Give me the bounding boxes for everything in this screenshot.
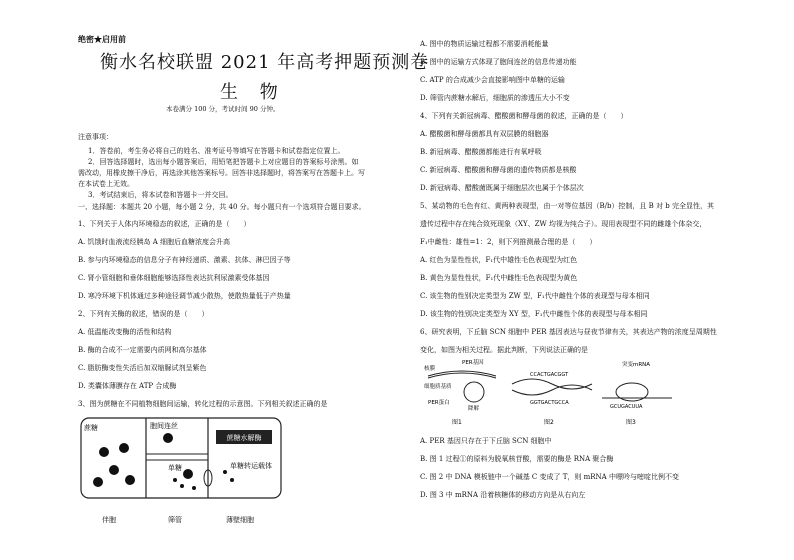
q4-option-c: C. 新冠病毒、醋酸菌和酵母菌的遗传物质都是核酸 (420, 166, 577, 174)
score-note: 本卷满分 100 分，考试时间 90 分钟。 (166, 105, 280, 113)
q6-option-c: C. 图 2 中 DNA 模板链中一个碱基 C 变成了 T，则 mRNA 中嘌呤与嘧啶比例不变 (420, 473, 679, 481)
monosaccharide-label: 单糖 (168, 464, 182, 472)
q4-stem: 4、下列有关新冠病毒、醋酸菌和酵母菌的叙述，正确的是（ ） (420, 112, 628, 120)
subject-title: 生 物 (220, 82, 286, 103)
q2-option-c: C. 脂肪酶变性失活后加双缩脲试剂呈紫色 (78, 364, 207, 372)
dna-sequence-bottom: GGTGACTGCCA (530, 400, 569, 406)
q3-option-d: D. 筛管内蔗糖水解后，细胞质的渗透压大小不变 (420, 94, 570, 102)
per-gene-figure (422, 356, 678, 426)
q2-option-a: A. 低温能改变酶的活性和结构 (78, 328, 172, 336)
q3-stem: 3、图为蔗糖在不同植物细胞间运输，转化过程的示意图。下列相关叙述正确的是 (78, 400, 328, 408)
q5-option-b: B. 黄色为显性性状，F₁代中雌性毛色表现型为黄色 (420, 274, 578, 282)
sucrose-label: 蔗糖 (84, 424, 98, 432)
q4-option-d: D. 新冠病毒、醋酸菌既属于细胞层次也属于个体层次 (420, 184, 584, 192)
monosaccharide-dot (230, 478, 234, 482)
dna-strand (512, 379, 592, 389)
per-gene-label: PER基因 (462, 360, 484, 366)
cytosol-label: 细胞质基质 (424, 384, 452, 390)
nucleus-label: 核膜 (424, 366, 436, 372)
q6-option-b: B. 图 1 过程①的原料为脱氧核苷酸，需要的酶是 RNA 聚合酶 (420, 455, 614, 463)
section-heading: 一、选择题：本题共 20 小题，每小题 2 分，共 40 分。每小题只有一个选项符合题目要求。 (78, 203, 366, 211)
q6-option-d: D. 图 3 中 mRNA 沿着核糖体的移动方向是从右向左 (420, 491, 586, 499)
q5-stem-line1: 5、某动物的毛色有红、黄两种表现型，由一对等位基因（B/b）控制，且 B 对 b 完全显性，其 (420, 202, 714, 210)
secret-label: 绝密★启用前 (78, 34, 126, 44)
q2-option-d: D. 类囊体薄膜存在 ATP 合成酶 (78, 382, 177, 390)
note-item: 在本试卷上无效。 (78, 180, 134, 188)
fig2-caption: 图2 (544, 419, 554, 426)
companion-cell-label: 伴胞 (102, 516, 116, 524)
plasmodesma-label: 胞间连丝 (150, 422, 178, 430)
q6-option-a: A. PER 基因只存在于下丘脑 SCN 细胞中 (420, 437, 552, 445)
note-item: 2．回答选择题时，选出每小题答案后，用铅笔把答题卡上对应题目的答案标号涂黑。如 (88, 158, 359, 166)
sucrose-dot (163, 433, 173, 443)
notes-heading: 注意事项： (78, 133, 113, 141)
dna-sequence-top: CCACTGACGGT (530, 372, 569, 378)
sucrose-dot (109, 465, 119, 475)
sucrose-dot (125, 475, 135, 485)
fig3-caption: 图3 (626, 419, 636, 426)
q3-option-b: B. 图中的运输方式体现了胞间连丝的信息传递功能 (420, 58, 577, 66)
monosaccharide-dot (192, 486, 196, 490)
note-item: 3．考试结束后，将本试卷和答题卡一并交回。 (88, 191, 233, 199)
q1-option-d: D. 寒冷环境下机体通过多种途径调节减少散热，使散热量低于产热量 (78, 292, 291, 300)
q2-stem: 2、下列有关酶的叙述，错误的是（ ） (78, 310, 209, 318)
q4-option-b: B. 新冠病毒、醋酸菌都能进行有氧呼吸 (420, 148, 542, 156)
q1-option-a: A. 饥饿时血液流经胰岛 A 细胞后血糖浓度会升高 (78, 238, 231, 246)
note-item: 需改动，用橡皮擦干净后，再选涂其他答案标号。回答非选择题时，将答案写在答题卡上。写 (78, 169, 365, 177)
sucrose-dot (93, 477, 103, 487)
q3-option-c: C. ATP 的合成减少会直接影响图中单糖的运输 (420, 76, 565, 84)
q1-option-c: C. 肾小管细胞和垂体细胞能够选择性表达抗利尿激素受体基因 (78, 274, 270, 282)
q1-option-b: B. 参与内环境稳态的信息分子有神经递质、激素、抗体、淋巴因子等 (78, 256, 291, 264)
note-item: 1．答卷前，考生务必将自己的姓名、准考证号等填写在答题卡和试卷指定位置上。 (88, 147, 345, 155)
q6-stem-line2: 变化，如图为相关过程。据此判断，下列说法正确的是 (420, 346, 588, 354)
mrna-sequence: GCUGACUUA (610, 404, 643, 410)
q5-option-a: A. 红色为显性性状，F₁代中雄性毛色表现型为红色 (420, 256, 578, 264)
q3-option-a: A. 图中的物质运输过程都不需要消耗能量 (420, 40, 549, 48)
monosaccharide-dot (223, 470, 227, 474)
per-cycle-arrow (464, 382, 484, 402)
q4-option-a: A. 醋酸菌和酵母菌都具有双层膜的细胞器 (420, 130, 549, 138)
carrier-label: 单糖转运载体 (230, 462, 272, 470)
hydrolase-label: 蔗糖水解酶 (226, 434, 262, 442)
sucrose-dot (99, 447, 109, 457)
sucrose-dot (119, 443, 129, 453)
q2-option-b: B. 酶的合成不一定需要内质网和高尔基体 (78, 346, 207, 354)
parenchyma-label: 薄壁细胞 (226, 516, 254, 524)
monosaccharide-dot (173, 478, 177, 482)
q5-option-c: C. 该生物的性别决定类型为 ZW 型，F₁代中雌性个体的表现型与母本相同 (420, 292, 650, 300)
q5-option-d: D. 该生物的性别决定类型为 XY 型，F₁代中雌性个体的表现型与母本相同 (420, 310, 648, 318)
fig1-caption: 图1 (452, 419, 462, 426)
sucrose-transport-figure (80, 416, 285, 528)
sieve-tube-label: 筛管 (168, 516, 182, 524)
q1-stem: 1、下列关于人体内环境稳态的叙述，正确的是（ ） (78, 220, 251, 228)
sucrose-dot (183, 469, 193, 479)
exam-title: 衡水名校联盟 2021 年高考押题预测卷 (100, 52, 430, 73)
degrade-label: 降解 (468, 406, 480, 412)
q6-stem-line1: 6、研究表明，下丘脑 SCN 细胞中 PER 基因表达与昼夜节律有关，其表达产物的浓度呈周期性 (420, 328, 717, 336)
mutant-mrna-label: 突变mRNA (622, 362, 651, 368)
q5-stem-line2: 遗传过程中存在纯合致死现象（XY、ZW 均视为纯合子）。现用表现型不同的雌雄个体杂交， (420, 220, 707, 228)
per-protein-label: PER蛋白 (428, 400, 450, 406)
monosaccharide-dot (180, 484, 184, 488)
dna-strand (512, 385, 592, 395)
q5-stem-line3: F₁中雌性：雄性=1：2，则下列推测最合理的是（ ） (420, 238, 597, 246)
